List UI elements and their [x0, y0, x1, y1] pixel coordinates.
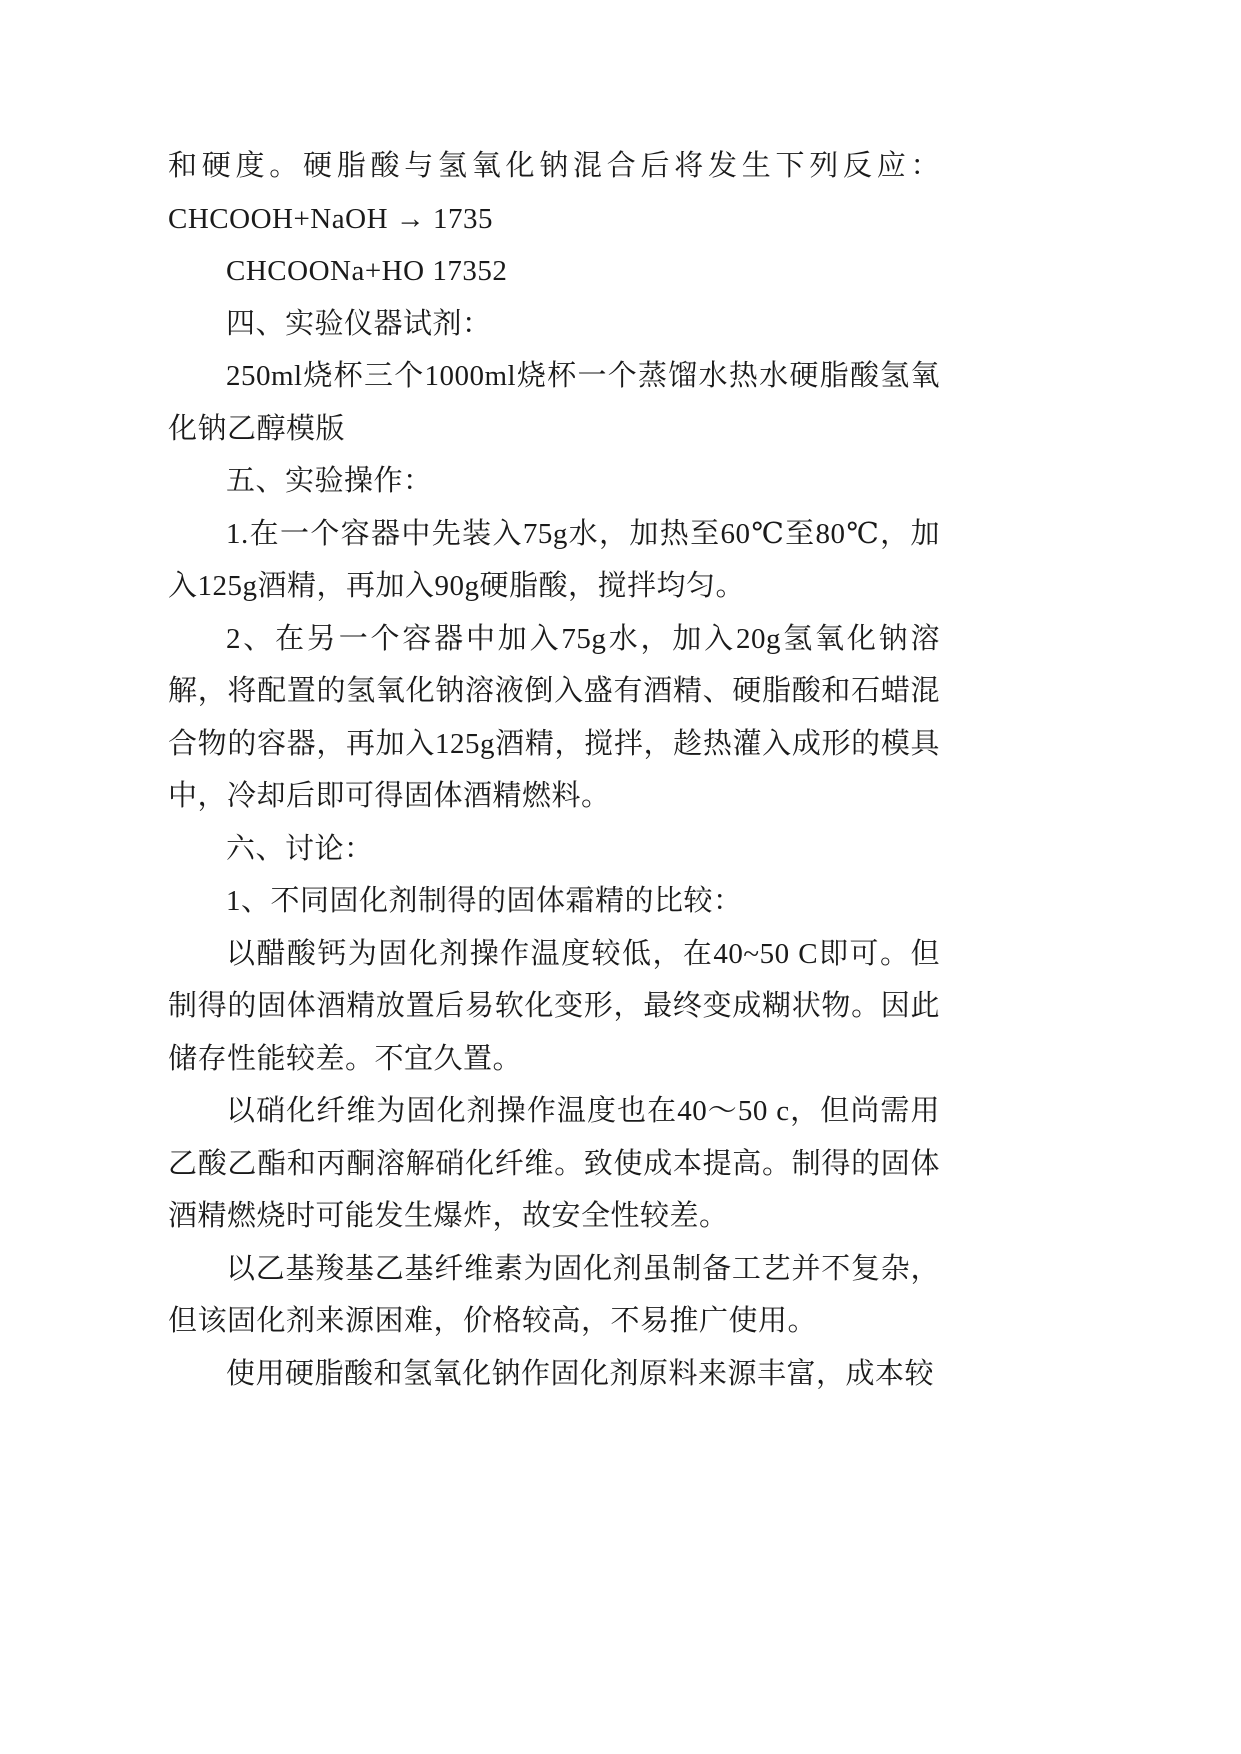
chemical-equation: CHCOONa+HO 17352: [226, 255, 508, 287]
paragraph: 250ml烧杯三个1000ml烧杯一个蒸馏水热水硬脂酸氢氧化钠乙醇模版: [168, 360, 940, 445]
chemical-equation: CHCOOH+NaOH → 1735: [168, 202, 494, 235]
paragraph: 1.在一个容器中先装入75g水，加热至60℃至80℃，加入125g酒精，再加入90g硬脂酸，搅拌均匀。: [168, 517, 940, 602]
section-heading: 六、讨论：: [226, 832, 374, 865]
paragraph: 以乙基羧基乙基纤维素为固化剂虽制备工艺并不复杂，但该固化剂来源困难，价格较高，不易推广使用。: [168, 1252, 940, 1337]
section-heading: 五、实验操作：: [226, 465, 433, 497]
document-page: [168, 140, 940, 1400]
section-heading: 四、实验仪器试剂：: [226, 307, 492, 340]
paragraph: 以硝化纤维为固化剂操作温度也在40～50 c，但尚需用乙酸乙酯和丙酮溶解硝化纤维。致使成本提高。制得的固体酒精燃烧时可能发生爆炸，故安全性较差。: [168, 1095, 940, 1232]
paragraph: 使用硬脂酸和氢氧化钠作固化剂原料来源丰富，成本较: [226, 1357, 935, 1390]
paragraph: 2、在另一个容器中加入75g水，加入20g氢氧化钠溶解，将配置的氢氧化钠溶液倒入盛有酒精、硬脂酸和石蜡混合物的容器，再加入125g酒精，搅拌，趁热灌入成形的模具中，冷却后即可得固体酒精燃料。: [168, 622, 940, 812]
paragraph: 以醋酸钙为固化剂操作温度较低，在40~50 C即可。但制得的固体酒精放置后易软化变形，最终变成糊状物。因此储存性能较差。不宜久置。: [168, 937, 940, 1075]
paragraph: 和硬度。硬脂酸与氢氧化钠混合后将发生下列反应：: [168, 150, 940, 182]
subsection-heading: 1、不同固化剂制得的固体霜精的比较：: [226, 885, 743, 917]
